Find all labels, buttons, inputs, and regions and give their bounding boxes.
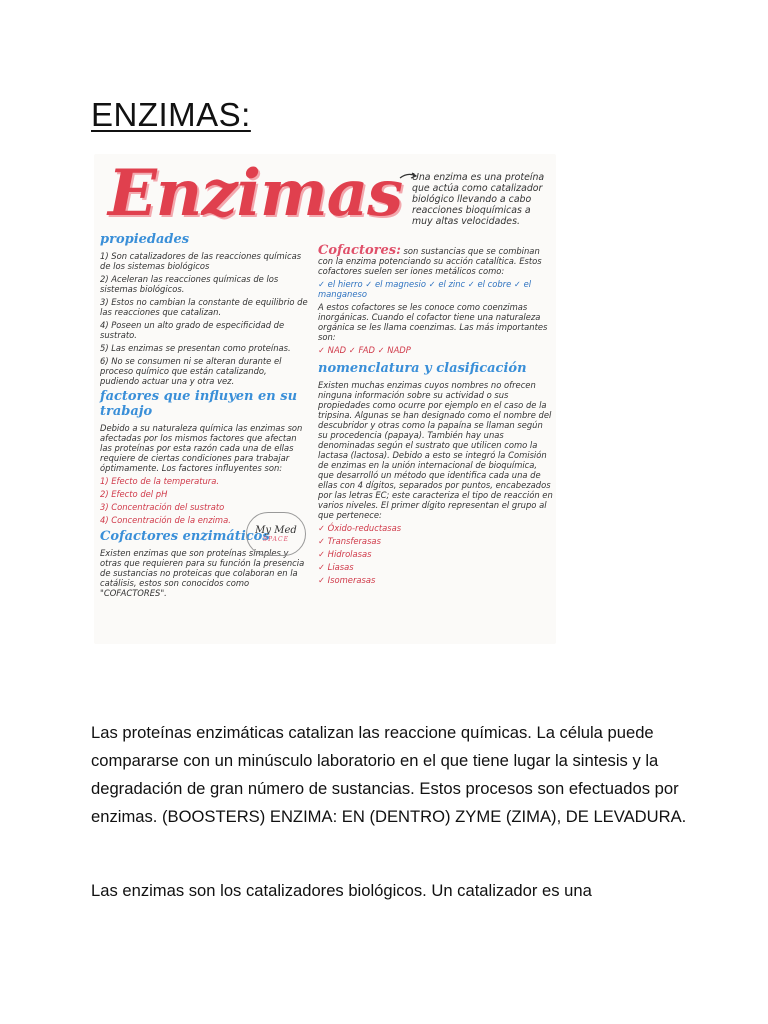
propiedad-item: 6) No se consumen ni se alteran durante el proceso químico que están catalizando, pudiendo actuar una y otra vez.: [100, 356, 282, 386]
cofactores-text: son sustancias que se combinan con la enzima potenciando su acción catalítica. Estos cofactores suelen ser iones metálicos como:: [318, 246, 542, 276]
propiedad-item: 3) Estos no cambian la constante de equilibrio de las reacciones que catalizan.: [100, 297, 308, 317]
propiedad-item: 1) Son catalizadores de las reacciones químicas de los sistemas biológicos: [100, 251, 302, 271]
factor-item: 2) Efecto del pH: [100, 489, 168, 499]
factor-item: 1) Efecto de la temperatura.: [100, 476, 220, 486]
propiedad-item: 2) Aceleran las reacciones químicas de los sistemas biológicos.: [100, 274, 279, 294]
body-paragraph-2: Las enzimas son los catalizadores biológicos. Un catalizador es una: [91, 881, 592, 900]
logo-line1: My Med: [255, 525, 297, 536]
cofactores-enzimaticos-text: Existen enzimas que son proteínas simples y otras que requieren para su función la presencia de sustancias no proteicas que colaboran en la catálisis, estos son conocidos como "COFACTORES".: [100, 548, 305, 598]
propiedades-list: [100, 251, 308, 386]
coenzymes-list: ✓ NAD ✓ FAD ✓ NADP: [318, 345, 411, 355]
body-paragraph-1: Las proteínas enzimáticas catalizan las reaccione químicas. La célula puede compararse con un minúsculo laboratorio en el que tiene lugar la sintesis y la degradación de gran número de sustancias. Estos procesos son efectuados por enzimas. (BOOSTERS) ENZIMA: EN (DENTRO) ZYME (ZIMA), DE LEVADURA.: [91, 723, 687, 826]
nomenclatura-block: [318, 380, 554, 585]
right-column: [318, 243, 554, 588]
clase-item: ✓ Isomerasas: [318, 575, 376, 585]
clase-item: ✓ Hidrolasas: [318, 549, 372, 559]
notes-big-title: Enzimas: [108, 156, 403, 231]
notes-image: [94, 154, 556, 644]
propiedad-item: 4) Poseen un alto grado de especificidad de sustrato.: [100, 320, 285, 340]
cofactores-heading: Cofactores:: [318, 243, 401, 258]
factores-heading: factores que influyen en su trabajo: [100, 389, 298, 419]
clase-item: ✓ Liasas: [318, 562, 354, 572]
my-med-space-logo: [246, 512, 306, 556]
cofactores-block: [318, 243, 554, 276]
page-title: ENZIMAS:: [91, 96, 251, 133]
clase-item: ✓ Transferasas: [318, 536, 381, 546]
factores-intro: Debido a su naturaleza química las enzimas son afectadas por los mismos factores que afectan las proteínas por esta razón cada una de ellas requiere de ciertas condiciones para trabajar óptimamente. Los factores influyentes son:: [100, 423, 303, 473]
cofactores-ions: ✓ el hierro ✓ el magnesio ✓ el zinc ✓ el cobre ✓ el manganeso: [318, 279, 532, 299]
factor-item: 3) Concentración del sustrato: [100, 502, 225, 512]
cofactores-enzimaticos-heading: Cofactores enzimáticos: [100, 529, 270, 544]
cofactores-text2: A estos cofactores se les conoce como coenzimas inorgánicas. Cuando el cofactor tiene una naturaleza orgánica se les llama coenzimas. Las más importantes son:: [318, 302, 548, 342]
factor-item: 4) Concentración de la enzima.: [100, 515, 231, 525]
logo-line2: SPACE: [263, 536, 289, 543]
nomenclatura-heading: nomenclatura y clasificación: [318, 361, 527, 376]
clase-item: ✓ Óxido-reductasas: [318, 523, 402, 533]
propiedad-item: 5) Las enzimas se presentan como proteínas.: [100, 343, 291, 353]
nomenclatura-text: Existen muchas enzimas cuyos nombres no ofrecen ninguna información sobre su actividad o sus propiedades como ocurre por ejemplo en el caso de la tripsina. Algunas se han designado como el nombre del descubridor y otras como la papaína se llaman según su procedencia (papaya). También hay unas denominadas según el sustrato que utilicen como la lactasa (lactosa). Debido a esto se integró la Comisión de enzimas en la unión internacional de bioquímica, que desarrolló un método que identifica cada una de ellas con 4 dígitos, separados por puntos, encabezados por las letras EC; este caracteriza el tipo de reacción en varios niveles. El primer dígito representan el grupo al que pertenece:: [318, 380, 553, 520]
propiedades-heading: propiedades: [100, 232, 190, 247]
factores-block: [100, 423, 308, 525]
enzyme-definition-note: Una enzima es una proteína que actúa como catalizador biológico llevando a cabo reacciones bioquímicas a muy altas velocidades.: [412, 172, 545, 227]
